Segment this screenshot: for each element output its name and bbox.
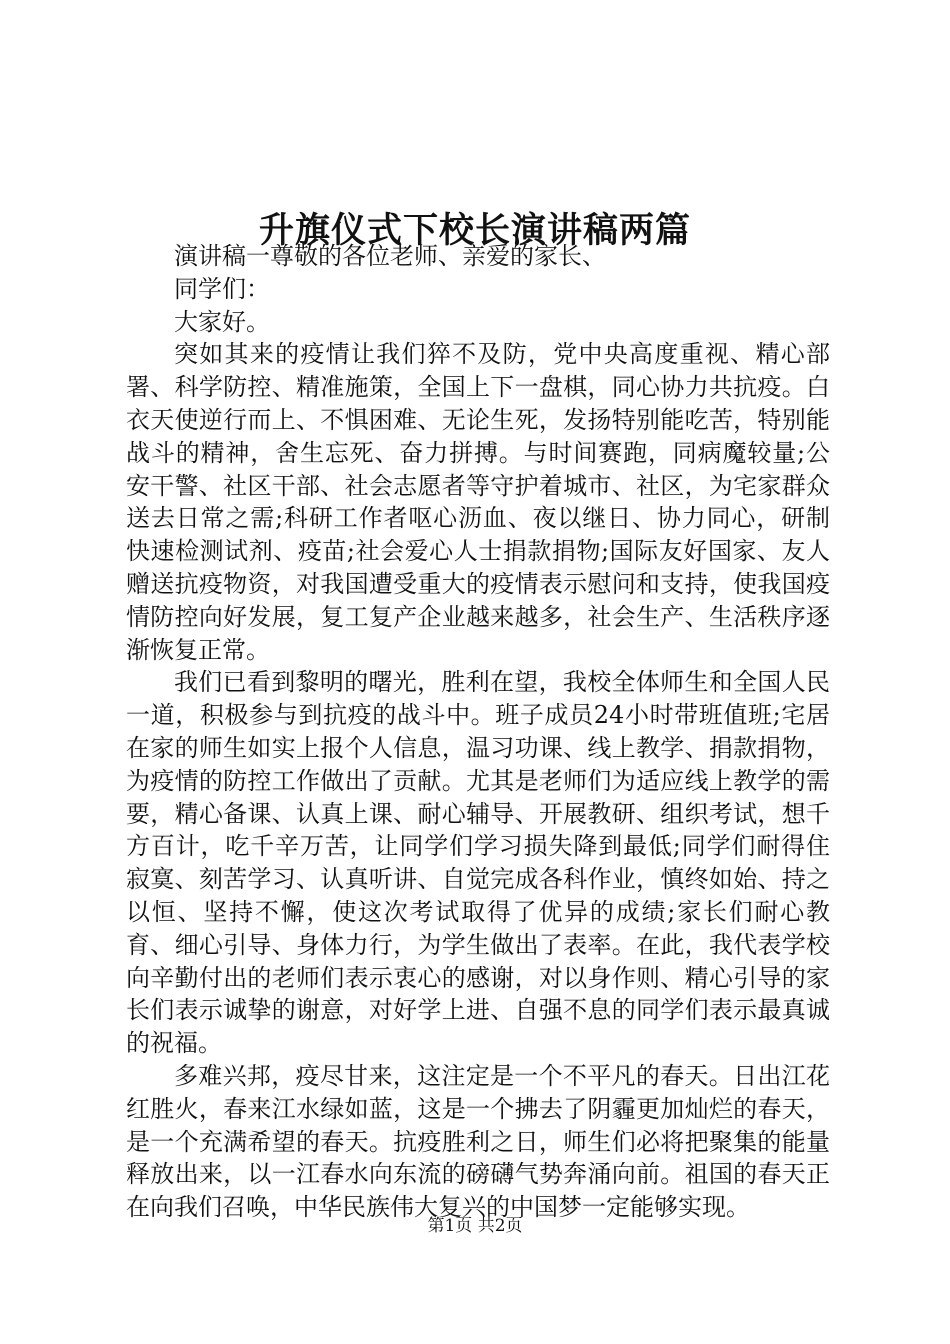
page-number-footer: 第1页 共2页 xyxy=(427,1216,523,1236)
document-body xyxy=(126,240,830,1224)
paragraph-body: 多难兴邦，疫尽甘来，这注定是一个不平凡的春天。日出江花红胜火，春来江水绿如蓝，这是一个拂去了阴霾更加灿烂的春天，是一个充满希望的春天。抗疫胜利之日，师生们必将把聚集的能量释放出来，以一江春水向东流的磅礴气势奔涌向前。祖国的春天正在向我们召唤，中华民族伟大复兴的中国梦一定能够实现。 xyxy=(126,1061,830,1222)
paragraph-greeting: 大家好。 xyxy=(174,307,270,336)
paragraph-body: 我们已看到黎明的曙光，胜利在望，我校全体师生和全国人民一道，积极参与到抗疫的战斗中。班子成员24小时带班值班;宅居在家的师生如实上报个人信息，温习功课、线上教学、捐款捐物，为疫情的防控工作做出了贡献。尤其是老师们为适应线上教学的需要，精心备课、认真上课、耐心辅导、开展教研、组织考试，想千方百计，吃千辛万苦，让同学们学习损失降到最低;同学们耐得住寂寞、刻苦学习、认真听讲、自觉完成各科作业，慎终如始、持之以恒、坚持不懈，使这次考试取得了优异的成绩;家长们耐心教育、细心引导、身体力行，为学生做出了表率。在此，我代表学校向辛勤付出的老师们表示衷心的感谢，对以身作则、精心引导的家长们表示诚挚的谢意，对好学上进、自强不息的同学们表示最真诚的祝福。 xyxy=(126,668,830,1058)
paragraph-salutation: 演讲稿一尊敬的各位老师、亲爱的家长、 xyxy=(174,242,606,270)
document-title: 升旗仪式下校长演讲稿两篇 xyxy=(258,210,691,252)
paragraph-body: 突如其来的疫情让我们猝不及防，党中央高度重视、精心部署、科学防控、精准施策，全国上下一盘棋，同心协力共抗疫。白衣天使逆行而上、不惧困难、无论生死，发扬特别能吃苦，特别能战斗的精神，舍生忘死、奋力拼搏。与时间赛跑，同病魔较量;公安干警、社区干部、社会志愿者等守护着城市、社区，为宅家群众送去日常之需;科研工作者呕心沥血、夜以继日、协力同心，研制快速检测试剂、疫苗;社会爱心人士捐款捐物;国际友好国家、友人赠送抗疫物资，对我国遭受重大的疫情表示慰问和支持，使我国疫情防控向好发展，复工复产企业越来越多，社会生产、生活秩序逐渐恢复正常。 xyxy=(126,340,830,664)
paragraph-salutation-cont: 同学们： xyxy=(174,274,270,303)
